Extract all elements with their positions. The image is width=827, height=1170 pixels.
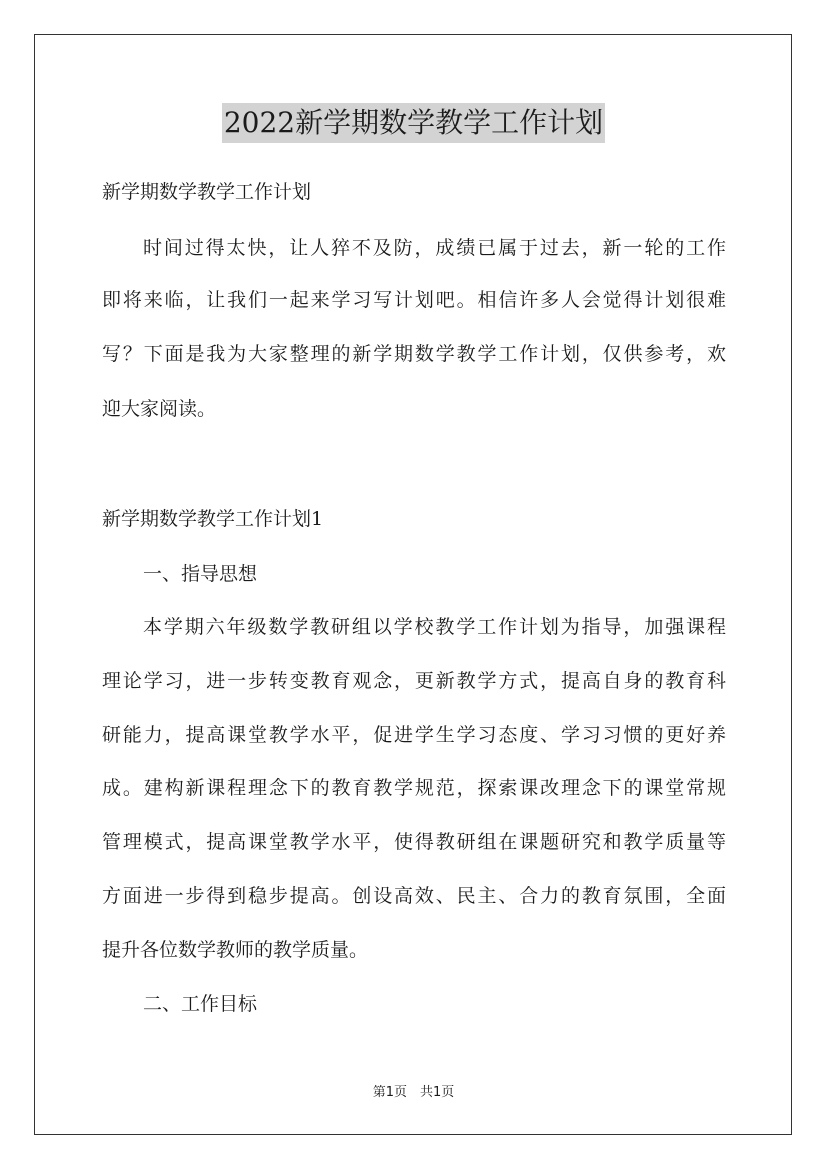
part1-line-5: 管理模式，提高课堂教学水平，使得教研组在课题研究和教学质量等	[102, 831, 726, 853]
part1-line-6: 方面进一步得到稳步提高。创设高效、民主、合力的教育氛围，全面	[102, 885, 726, 907]
intro-line-3: 写？下面是我为大家整理的新学期数学教学工作计划，仅供参考，欢	[102, 343, 726, 365]
part1-line-7: 提升各位数学教师的教学质量。	[102, 939, 369, 961]
subtitle: 新学期数学教学工作计划	[102, 181, 312, 203]
part2-heading: 二、工作目标	[143, 993, 258, 1015]
part1-line-2: 理论学习，进一步转变教育观念，更新教学方式，提高自身的教育科	[102, 670, 726, 692]
part1-line-1: 本学期六年级数学教研组以学校教学工作计划为指导，加强课程	[143, 616, 726, 638]
part1-heading: 一、指导思想	[143, 563, 258, 585]
part1-line-4: 成。建构新课程理念下的教育教学规范，探索课改理念下的课堂常规	[102, 777, 726, 799]
intro-line-2: 即将来临，让我们一起来学习写计划吧。相信许多人会觉得计划很难	[102, 289, 726, 311]
intro-line-1: 时间过得太快，让人猝不及防，成绩已属于过去，新一轮的工作	[143, 237, 726, 259]
page-footer: 第1页 共1页	[372, 1085, 455, 1100]
document-title: 2022新学期数学教学工作计划	[222, 103, 605, 143]
part1-line-3: 研能力，提高课堂教学水平，促进学生学习态度、学习习惯的更好养	[102, 724, 726, 746]
section-heading: 新学期数学教学工作计划1	[102, 508, 324, 530]
title-container	[0, 103, 827, 143]
intro-line-4: 迎大家阅读。	[102, 398, 217, 420]
